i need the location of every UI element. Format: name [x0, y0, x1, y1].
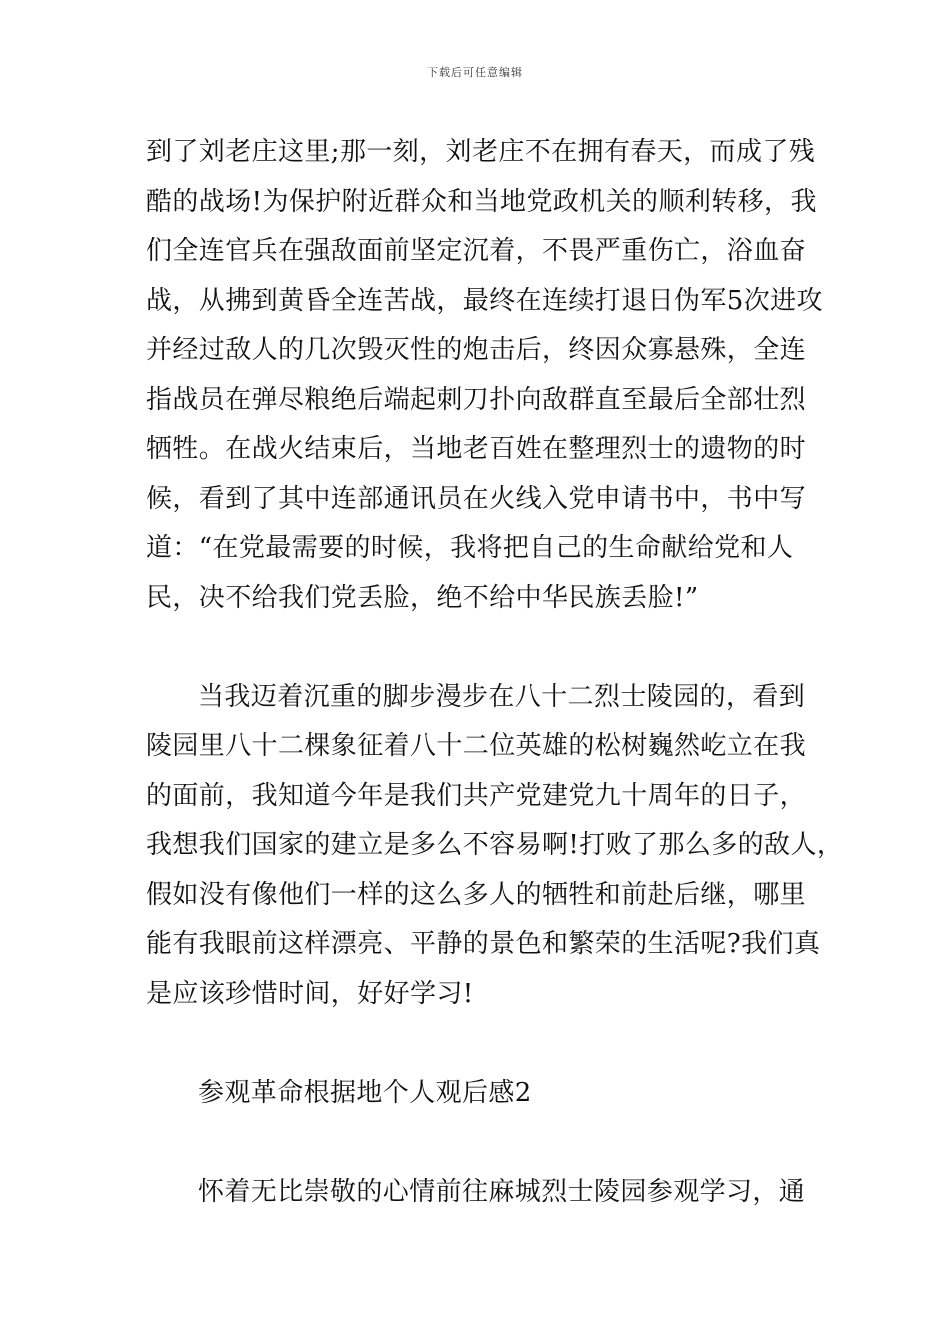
text-line: 到了刘老庄这里;那一刻，刘老庄不在拥有春天，而成了残 — [146, 137, 816, 167]
paragraph — [146, 128, 823, 623]
text-line: 候，看到了其中连部通讯员在火线入党申请书中，书中写 — [146, 483, 807, 514]
paragraph-spacer — [146, 1019, 806, 1069]
document-body — [146, 128, 844, 1217]
text-line: 道：“在党最需要的时候，我将把自己的生命献给党和人 — [146, 533, 794, 563]
text-line: 我想我们国家的建立是多么不容易啊!打败了那么多的敌人， — [146, 830, 844, 860]
paragraph-spacer — [146, 623, 806, 673]
text-line: 牺牲。在战火结束后，当地老百姓在整理烈士的遗物的时 — [146, 434, 807, 464]
text-line: 酷的战场!为保护附近群众和当地党政机关的顺利转移，我 — [146, 186, 817, 217]
text-line: 并经过敌人的几次毁灭性的炮击后，终因众寡悬殊，全连 — [146, 335, 807, 365]
text-line: 当我迈着沉重的脚步漫步在八十二烈士陵园的，看到 — [198, 681, 806, 712]
text-line: 怀着无比崇敬的心情前往麻城烈士陵园参观学习，通 — [198, 1176, 806, 1207]
text-line: 们全连官兵在强敌面前坚定沉着，不畏严重伤亡，浴血奋 — [146, 236, 807, 266]
text-line: 民，决不给我们党丢脸，绝不给中华民族丢脸!” — [146, 582, 699, 613]
section-title: 参观革命根据地个人观后感2 — [198, 1077, 532, 1108]
text-line: 陵园里八十二棵象征着八十二位英雄的松树巍然屹立在我 — [146, 731, 807, 761]
paragraph — [146, 673, 844, 1020]
text-line: 的面前，我知道今年是我们共产党建党九十周年的日子， — [146, 780, 807, 811]
text-line: 假如没有像他们一样的这么多人的牺牲和前赴后继，哪里 — [146, 879, 807, 910]
text-line: 指战员在弹尽粮绝后端起刺刀扑向敌群直至最后全部壮烈 — [146, 384, 807, 415]
paragraph-spacer — [146, 1118, 806, 1168]
page-header: 下载后可任意编辑 — [427, 66, 523, 79]
paragraph — [146, 1168, 806, 1218]
text-line: 是应该珍惜时间，好好学习! — [146, 978, 474, 1009]
text-line: 能有我眼前这样漂亮、平静的景色和繁荣的生活呢?我们真 — [146, 929, 821, 959]
text-line: 战，从拂到黄昏全连苦战，最终在连续打退日伪军5次进攻 — [146, 285, 823, 316]
